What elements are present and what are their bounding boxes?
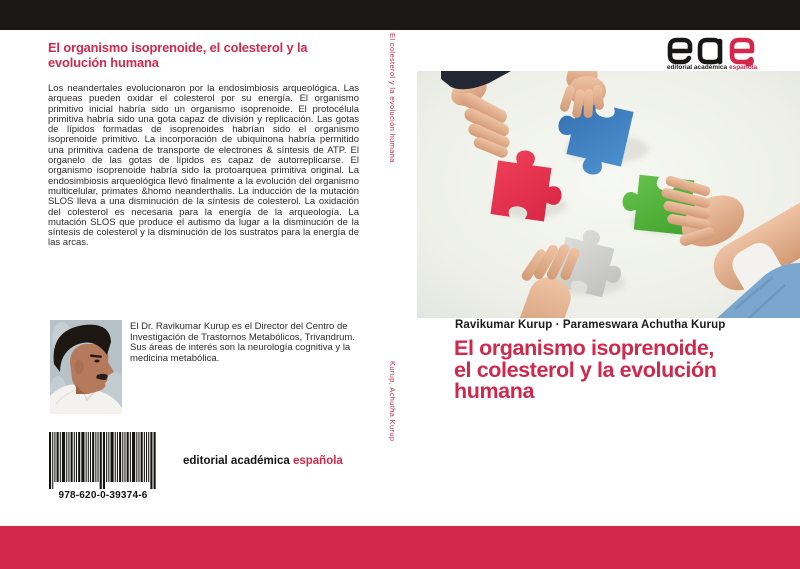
front-title-line-3: humana bbox=[454, 379, 535, 403]
publisher-name-accent: española bbox=[292, 455, 343, 467]
spine-authors: Kurup, Achutha Kurup bbox=[388, 361, 397, 442]
back-cover-synopsis: Los neandertales evolucionaron por la endosimbiosis arqueológica. Las arqueas pueden oxidar el colesterol por su energía. El organismo primitivo inicial habría sido un organismo isoprenoide. El protocélula primitiva habría sido una gota capaz de división y replicación. Las gotas de lípidos formadas de isoprenoides habrían sido el organismo isoprenoide primitivo. La incorporación de ubiquinona habría permitido una primitiva cadena de transporte de electrones & síntesis de ATP. El organelo de las gotas de lípidos es capaz de autorreplicarse. El organismo isoprenoide habría sido la protoarquea primitiva original. La endosimbiosis arqueológica llevó finalmente a la evolución del organismo multicelular, primates &homo neanderthalis. La inducción de la mutación SLOS lleva a una disminución de la síntesis de colesterol. La oxidación del colesterol es necesaria para la energía de la arqueología. La mutación SLOS que produce el autismo da lugar a la disminución de la síntesis de colesterol y la disminución de los sustratos para la energía de las arcas. bbox=[48, 83, 359, 249]
eae-publisher-logo-icon bbox=[666, 36, 758, 66]
front-cover-title bbox=[454, 338, 716, 403]
tagline-black: editorial académica bbox=[666, 64, 729, 71]
top-black-bar bbox=[0, 0, 800, 30]
isbn-barcode bbox=[48, 432, 158, 490]
author-photo bbox=[50, 320, 122, 414]
front-title-line-1: El organismo isoprenoide, bbox=[454, 336, 714, 360]
isbn-number: 978-620-0-39374-6 bbox=[58, 490, 148, 501]
front-title-line-2: el colesterol y la evolución bbox=[454, 357, 717, 382]
back-cover-title: El organismo isoprenoide, el colesterol y la evolución humana bbox=[48, 40, 308, 71]
spine-title: El colesterol y la evolución humana bbox=[388, 33, 397, 163]
tagline-accent: española bbox=[728, 64, 758, 71]
bottom-accent-band bbox=[0, 526, 800, 569]
author-bio: El Dr. Ravikumar Kurup es el Director del Centro de Investigación de Trastornos Metabólicos, Trivandrum. Sus áreas de interés son la neurología cognitiva y la medicina metabólica. bbox=[130, 321, 355, 364]
publisher-tagline bbox=[645, 64, 779, 71]
publisher-name: editorial académica bbox=[183, 455, 293, 467]
publisher-imprint bbox=[183, 455, 343, 467]
front-cover-authors: Ravikumar Kurup · Parameswara Achutha Kurup bbox=[455, 319, 726, 331]
cover-photo-puzzle-hands bbox=[417, 71, 800, 318]
